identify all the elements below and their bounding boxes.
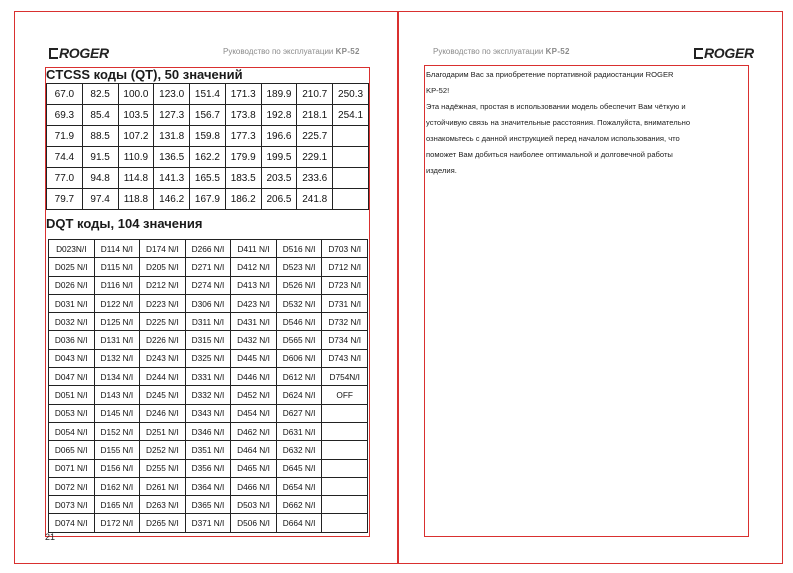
- logo-mark-icon: [49, 48, 58, 59]
- dqt-code-cell: D632 N/I: [276, 441, 322, 459]
- dqt-code-cell: D732 N/I: [322, 313, 368, 331]
- table-row: [47, 147, 369, 168]
- ctcss-code-cell: 206.5: [261, 189, 297, 210]
- ctcss-code-cell: 189.9: [261, 84, 297, 105]
- dqt-code-cell: D251 N/I: [140, 422, 186, 440]
- dqt-code-cell: D266 N/I: [185, 240, 231, 258]
- intro-line: ознакомьтесь с данной инструкцией перед началом использования, что: [426, 134, 680, 143]
- dqt-code-cell: D446 N/I: [231, 368, 277, 386]
- intro-text: [426, 67, 744, 179]
- dqt-code-cell: D343 N/I: [185, 404, 231, 422]
- ctcss-code-cell: 165.5: [190, 168, 226, 189]
- dqt-code-cell: D116 N/I: [94, 276, 140, 294]
- ctcss-code-cell: 241.8: [297, 189, 333, 210]
- dqt-code-cell: D306 N/I: [185, 294, 231, 312]
- dqt-table: [48, 239, 368, 533]
- ctcss-code-cell: 88.5: [82, 126, 118, 147]
- dqt-code-cell: D174 N/I: [140, 240, 186, 258]
- ctcss-code-cell: 177.3: [225, 126, 261, 147]
- right-page: [398, 11, 783, 564]
- intro-line: KP-52!: [426, 86, 450, 95]
- dqt-code-cell: D662 N/I: [276, 496, 322, 514]
- ctcss-code-cell: 79.7: [47, 189, 83, 210]
- ctcss-code-cell: 151.4: [190, 84, 226, 105]
- intro-line: устойчивую связь на значительные расстояния. Пожалуйста, внимательно: [426, 118, 691, 127]
- dqt-code-cell: D627 N/I: [276, 404, 322, 422]
- dqt-code-cell: D047 N/I: [49, 368, 95, 386]
- ctcss-code-cell: 146.2: [154, 189, 190, 210]
- dqt-code-cell: D371 N/I: [185, 514, 231, 532]
- dqt-code-cell: D071 N/I: [49, 459, 95, 477]
- dqt-code-cell: D452 N/I: [231, 386, 277, 404]
- ctcss-code-cell: 250.3: [333, 84, 369, 105]
- dqt-code-cell: D523 N/I: [276, 258, 322, 276]
- ctcss-code-cell: 186.2: [225, 189, 261, 210]
- dqt-code-cell: D466 N/I: [231, 477, 277, 495]
- table-row: [49, 240, 368, 258]
- ctcss-code-cell: 118.8: [118, 189, 154, 210]
- dqt-code-cell: D332 N/I: [185, 386, 231, 404]
- dqt-code-cell: D053 N/I: [49, 404, 95, 422]
- dqt-code-cell: D072 N/I: [49, 477, 95, 495]
- dqt-code-cell: D516 N/I: [276, 240, 322, 258]
- dqt-code-cell: OFF: [322, 386, 368, 404]
- dqt-code-cell: D654 N/I: [276, 477, 322, 495]
- dqt-code-cell: D155 N/I: [94, 441, 140, 459]
- table-row: [49, 313, 368, 331]
- ctcss-code-cell: 183.5: [225, 168, 261, 189]
- dqt-code-cell: D526 N/I: [276, 276, 322, 294]
- table-row: [49, 477, 368, 495]
- dqt-code-cell: D411 N/I: [231, 240, 277, 258]
- dqt-code-cell: [322, 422, 368, 440]
- table-row: [49, 514, 368, 532]
- ctcss-code-cell: 74.4: [47, 147, 83, 168]
- dqt-code-cell: D246 N/I: [140, 404, 186, 422]
- dqt-code-cell: D023N/I: [49, 240, 95, 258]
- logo-mark-icon: [694, 48, 703, 59]
- dqt-code-cell: D225 N/I: [140, 313, 186, 331]
- dqt-code-cell: D412 N/I: [231, 258, 277, 276]
- dqt-code-cell: D165 N/I: [94, 496, 140, 514]
- dqt-code-cell: D054 N/I: [49, 422, 95, 440]
- dqt-code-cell: D465 N/I: [231, 459, 277, 477]
- table-row: [49, 422, 368, 440]
- ctcss-code-cell: [333, 168, 369, 189]
- ctcss-code-cell: 159.8: [190, 126, 226, 147]
- left-page: [14, 11, 398, 564]
- table-row: [49, 349, 368, 367]
- dqt-code-cell: D346 N/I: [185, 422, 231, 440]
- ctcss-code-cell: 162.2: [190, 147, 226, 168]
- dqt-code-cell: D506 N/I: [231, 514, 277, 532]
- dqt-code-cell: D074 N/I: [49, 514, 95, 532]
- dqt-code-cell: [322, 459, 368, 477]
- ctcss-code-cell: 167.9: [190, 189, 226, 210]
- ctcss-code-cell: 203.5: [261, 168, 297, 189]
- ctcss-code-cell: 210.7: [297, 84, 333, 105]
- dqt-code-cell: D043 N/I: [49, 349, 95, 367]
- dqt-code-cell: D606 N/I: [276, 349, 322, 367]
- dqt-code-cell: [322, 477, 368, 495]
- roger-logo: ROGER: [49, 45, 109, 61]
- dqt-code-cell: [322, 404, 368, 422]
- ctcss-code-cell: 179.9: [225, 147, 261, 168]
- dqt-code-cell: D115 N/I: [94, 258, 140, 276]
- ctcss-code-cell: 127.3: [154, 105, 190, 126]
- dqt-code-cell: D032 N/I: [49, 313, 95, 331]
- ctcss-code-cell: 156.7: [190, 105, 226, 126]
- ctcss-code-cell: 110.9: [118, 147, 154, 168]
- dqt-code-cell: D612 N/I: [276, 368, 322, 386]
- dqt-code-cell: D364 N/I: [185, 477, 231, 495]
- dqt-code-cell: D712 N/I: [322, 258, 368, 276]
- dqt-code-cell: D245 N/I: [140, 386, 186, 404]
- table-row: [49, 258, 368, 276]
- table-row: [49, 441, 368, 459]
- dqt-code-cell: D423 N/I: [231, 294, 277, 312]
- ctcss-code-cell: [333, 126, 369, 147]
- dqt-code-cell: D445 N/I: [231, 349, 277, 367]
- ctcss-code-cell: 77.0: [47, 168, 83, 189]
- dqt-code-cell: D311 N/I: [185, 313, 231, 331]
- ctcss-title: CTCSS коды (QT), 50 значений: [46, 67, 243, 82]
- table-row: [47, 105, 369, 126]
- dqt-code-cell: D143 N/I: [94, 386, 140, 404]
- dqt-code-cell: D223 N/I: [140, 294, 186, 312]
- dqt-code-cell: D131 N/I: [94, 331, 140, 349]
- dqt-code-cell: D243 N/I: [140, 349, 186, 367]
- dqt-code-cell: D645 N/I: [276, 459, 322, 477]
- dqt-code-cell: D031 N/I: [49, 294, 95, 312]
- dqt-code-cell: D532 N/I: [276, 294, 322, 312]
- ctcss-code-cell: [333, 147, 369, 168]
- ctcss-code-cell: 171.3: [225, 84, 261, 105]
- dqt-code-cell: D226 N/I: [140, 331, 186, 349]
- ctcss-code-cell: 67.0: [47, 84, 83, 105]
- dqt-code-cell: D172 N/I: [94, 514, 140, 532]
- ctcss-code-cell: 82.5: [82, 84, 118, 105]
- table-row: [47, 168, 369, 189]
- intro-line: поможет Вам добиться наиболее оптимальной и долговечной работы: [426, 150, 673, 159]
- dqt-code-cell: D734 N/I: [322, 331, 368, 349]
- dqt-code-cell: D145 N/I: [94, 404, 140, 422]
- ctcss-code-cell: 225.7: [297, 126, 333, 147]
- ctcss-code-cell: 94.8: [82, 168, 118, 189]
- dqt-code-cell: D413 N/I: [231, 276, 277, 294]
- dqt-code-cell: D271 N/I: [185, 258, 231, 276]
- ctcss-code-cell: 97.4: [82, 189, 118, 210]
- ctcss-code-cell: 91.5: [82, 147, 118, 168]
- dqt-title: DQT коды, 104 значения: [46, 216, 203, 231]
- ctcss-table: [46, 83, 369, 210]
- dqt-code-cell: D134 N/I: [94, 368, 140, 386]
- dqt-code-cell: D743 N/I: [322, 349, 368, 367]
- ctcss-code-cell: 196.6: [261, 126, 297, 147]
- dqt-code-cell: D664 N/I: [276, 514, 322, 532]
- dqt-code-cell: D152 N/I: [94, 422, 140, 440]
- dqt-code-cell: D255 N/I: [140, 459, 186, 477]
- ctcss-code-cell: 107.2: [118, 126, 154, 147]
- dqt-code-cell: D125 N/I: [94, 313, 140, 331]
- dqt-code-cell: D356 N/I: [185, 459, 231, 477]
- table-row: [47, 126, 369, 147]
- ctcss-code-cell: 85.4: [82, 105, 118, 126]
- ctcss-code-cell: 254.1: [333, 105, 369, 126]
- dqt-code-cell: D464 N/I: [231, 441, 277, 459]
- ctcss-code-cell: 192.8: [261, 105, 297, 126]
- ctcss-code-cell: [333, 189, 369, 210]
- dqt-code-cell: D315 N/I: [185, 331, 231, 349]
- intro-line: Благодарим Вас за приобретение портативной радиостанции ROGER: [426, 70, 674, 79]
- table-row: [49, 331, 368, 349]
- ctcss-code-cell: 103.5: [118, 105, 154, 126]
- dqt-code-cell: D462 N/I: [231, 422, 277, 440]
- table-row: [47, 189, 369, 210]
- dqt-code-cell: D703 N/I: [322, 240, 368, 258]
- dqt-code-cell: D132 N/I: [94, 349, 140, 367]
- table-row: [49, 294, 368, 312]
- table-row: [49, 459, 368, 477]
- intro-line: Эта надёжная, простая в использовании модель обеспечит Вам чёткую и: [426, 102, 686, 111]
- dqt-code-cell: D065 N/I: [49, 441, 95, 459]
- dqt-code-cell: D431 N/I: [231, 313, 277, 331]
- ctcss-code-cell: 100.0: [118, 84, 154, 105]
- ctcss-code-cell: 141.3: [154, 168, 190, 189]
- table-row: [49, 386, 368, 404]
- ctcss-code-cell: 69.3: [47, 105, 83, 126]
- dqt-code-cell: D162 N/I: [94, 477, 140, 495]
- dqt-code-cell: D351 N/I: [185, 441, 231, 459]
- ctcss-code-cell: 71.9: [47, 126, 83, 147]
- dqt-code-cell: D723 N/I: [322, 276, 368, 294]
- dqt-code-cell: D325 N/I: [185, 349, 231, 367]
- dqt-code-cell: D026 N/I: [49, 276, 95, 294]
- table-row: [49, 496, 368, 514]
- dqt-code-cell: D731 N/I: [322, 294, 368, 312]
- ctcss-code-cell: 114.8: [118, 168, 154, 189]
- dqt-code-cell: D565 N/I: [276, 331, 322, 349]
- ctcss-code-cell: 136.5: [154, 147, 190, 168]
- ctcss-code-cell: 233.6: [297, 168, 333, 189]
- intro-line: изделия.: [426, 166, 457, 175]
- dqt-code-cell: [322, 496, 368, 514]
- dqt-code-cell: D114 N/I: [94, 240, 140, 258]
- dqt-code-cell: D265 N/I: [140, 514, 186, 532]
- dqt-code-cell: D365 N/I: [185, 496, 231, 514]
- ctcss-code-cell: 218.1: [297, 105, 333, 126]
- ctcss-code-cell: 229.1: [297, 147, 333, 168]
- dqt-code-cell: D263 N/I: [140, 496, 186, 514]
- dqt-code-cell: [322, 514, 368, 532]
- dqt-code-cell: D261 N/I: [140, 477, 186, 495]
- dqt-code-cell: D631 N/I: [276, 422, 322, 440]
- dqt-code-cell: D205 N/I: [140, 258, 186, 276]
- ctcss-code-cell: 199.5: [261, 147, 297, 168]
- manual-header: Руководство по эксплуатации KP-52: [433, 47, 570, 56]
- ctcss-code-cell: 173.8: [225, 105, 261, 126]
- dqt-code-cell: D212 N/I: [140, 276, 186, 294]
- dqt-code-cell: [322, 441, 368, 459]
- manual-header: Руководство по эксплуатации KP-52: [223, 47, 360, 56]
- dqt-code-cell: D156 N/I: [94, 459, 140, 477]
- dqt-code-cell: D754N/I: [322, 368, 368, 386]
- dqt-code-cell: D252 N/I: [140, 441, 186, 459]
- dqt-code-cell: D454 N/I: [231, 404, 277, 422]
- dqt-code-cell: D331 N/I: [185, 368, 231, 386]
- dqt-code-cell: D051 N/I: [49, 386, 95, 404]
- table-row: [49, 368, 368, 386]
- ctcss-code-cell: 131.8: [154, 126, 190, 147]
- dqt-code-cell: D036 N/I: [49, 331, 95, 349]
- dqt-code-cell: D546 N/I: [276, 313, 322, 331]
- page-number: 21: [45, 532, 56, 542]
- dqt-code-cell: D274 N/I: [185, 276, 231, 294]
- dqt-code-cell: D244 N/I: [140, 368, 186, 386]
- table-row: [49, 276, 368, 294]
- dqt-code-cell: D073 N/I: [49, 496, 95, 514]
- dqt-code-cell: D624 N/I: [276, 386, 322, 404]
- table-row: [47, 84, 369, 105]
- roger-logo: ROGER: [694, 45, 754, 61]
- ctcss-code-cell: 123.0: [154, 84, 190, 105]
- dqt-code-cell: D503 N/I: [231, 496, 277, 514]
- dqt-code-cell: D432 N/I: [231, 331, 277, 349]
- dqt-code-cell: D122 N/I: [94, 294, 140, 312]
- table-row: [49, 404, 368, 422]
- dqt-code-cell: D025 N/I: [49, 258, 95, 276]
